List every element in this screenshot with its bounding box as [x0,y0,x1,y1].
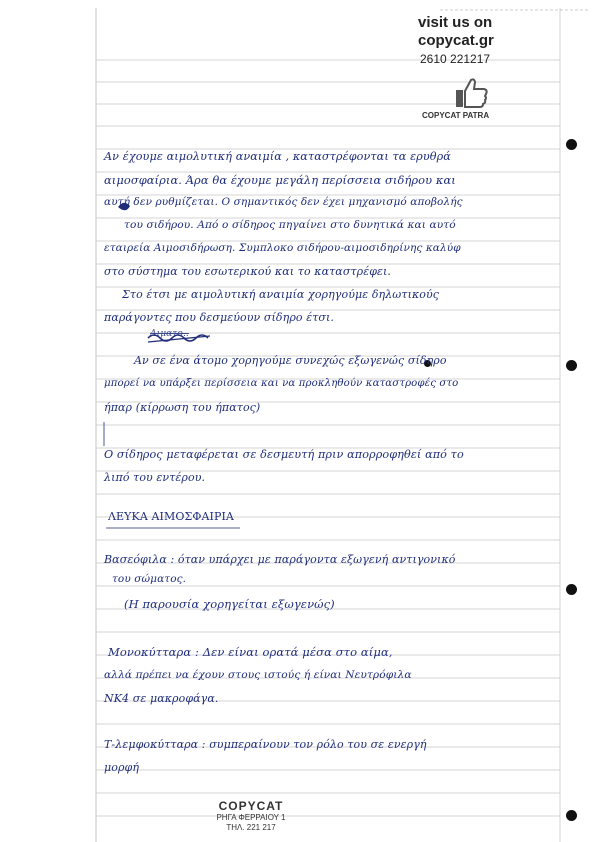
note-line: Τ-λεμφοκύτταρα : συμπεραίνουν τον ρόλο του σε ενεργή [104,738,427,751]
note-line: ΝΚ4 σε μακροφάγα. [104,692,219,705]
copyshop-stamp [196,800,306,833]
note-line: λιπό του εντέρου. [104,471,206,484]
note-line: (Η παρουσία χορηγείται εξωγενώς) [124,597,335,611]
ad-visit-text: visit us on [418,14,493,31]
stamp-phone: ΤΗΛ. 221 217 [226,823,276,832]
note-line: αυτή δεν ρυθμίζεται. Ο σημαντικός δεν έχει μηχανισμό αποβολής [104,196,463,208]
binder-hole-2 [566,360,577,371]
note-line: Μονοκύτταρα : Δεν είναι ορατά μέσα στο αίμα, [108,645,393,659]
note-line: στο σύστημα του εσωτερικού και το καταστρέφει. [104,265,392,278]
ad-phone-text: 2610 221217 [420,52,491,66]
stamp-address: ΡΗΓΑ ΦΕΡΡΑΙΟΥ 1 [216,813,286,822]
deleted-word: Αιματο.. [150,329,189,339]
ad-caption: COPYCAT PATRA [422,111,490,120]
stamp-title: COPYCAT [218,799,284,813]
note-line: ήπαρ (κίρρωση του ήπατος) [104,401,261,414]
note-line: του σώματος. [112,573,187,585]
note-line: Βασεόφιλα : όταν υπάρχει με παράγοντα εξωγενή αντιγονικό [104,553,456,566]
copyshop-ad [418,14,528,66]
note-line: μπορεί να υπάρξει περίσσεια και να προκληθούν καταστροφές στο [104,378,459,389]
section-heading: ΛΕΥΚΑ ΑΙΜΟΣΦΑΙΡΙΑ [108,510,234,523]
note-line: Αν σε ένα άτομο χορηγούμε συνεχώς εξωγενώς σίδηρο [134,354,447,367]
note-line: του σιδήρου. Από ο σίδηρος πηγαίνει στο δυνητικά και αυτό [124,219,456,231]
ad-website-text: copycat.gr [418,32,494,49]
binder-hole-1 [566,139,577,150]
note-line: αιμοσφαίρια. Άρα θα έχουμε μεγάλη περίσσεια σιδήρου και [104,173,456,187]
thumbs-up-icon [455,76,489,110]
binder-hole-3 [566,584,577,595]
note-line: παράγοντες που δεσμεύουν σίδηρο έτσι. [104,311,335,324]
note-line: Στο έτσι με αιμολυτική αναιμία χορηγούμε δηλωτικούς [122,288,440,301]
note-line: Ο σίδηρος μεταφέρεται σε δεσμευτή πριν απορροφηθεί από το [104,448,464,461]
note-line: Αν έχουμε αιμολυτική αναιμία , καταστρέφονται τα ερυθρά [104,150,451,163]
note-line: μορφή [104,761,140,774]
note-line: αλλά πρέπει να έχουν στους ιστούς ή είναι Νευτρόφιλα [104,669,412,681]
note-line: εταιρεία Αιμοσιδήρωση. Συμπλοκο σιδήρου-αιμοσιδηρίνης καλύφ [104,242,461,254]
binder-hole-4 [566,810,577,821]
